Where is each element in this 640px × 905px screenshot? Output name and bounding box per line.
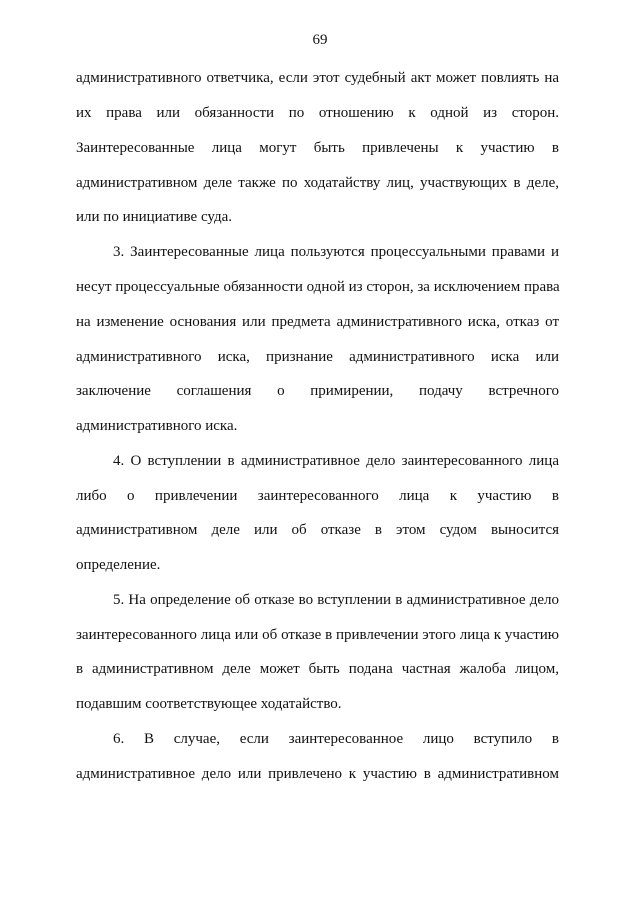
text-line: либо о привлечении заинтересованного лица к участию в — [76, 488, 559, 504]
text-line: заинтересованного лица или об отказе в привлечении этого лица к участию — [76, 627, 559, 643]
text-line: заключение соглашения о примирении, подачу встречного — [76, 383, 559, 399]
text-line: подавшим соответствующее ходатайство. — [76, 696, 342, 712]
text-line: административном деле также по ходатайству лиц, участвующих в деле, — [76, 175, 559, 191]
paragraph-6-first-line: 6. В случае, если заинтересованное лицо вступило в — [113, 731, 559, 747]
paragraph-3-first-line: 3. Заинтересованные лица пользуются процессуальными правами и — [113, 244, 559, 260]
text-line: административного иска, признание административного иска или — [76, 349, 559, 365]
text-line: административного ответчика, если этот судебный акт может повлиять на — [76, 70, 559, 86]
text-line: в административном деле может быть подана частная жалоба лицом, — [76, 661, 559, 677]
text-line: определение. — [76, 557, 161, 573]
paragraph-5-first-line: 5. На определение об отказе во вступлении в административное дело — [113, 592, 559, 608]
text-line: административного иска. — [76, 418, 238, 434]
page-number: 69 — [312, 32, 328, 48]
text-line: административное дело или привлечено к участию в административном — [76, 766, 559, 782]
text-line: или по инициативе суда. — [76, 209, 233, 225]
text-line: их права или обязанности по отношению к одной из сторон. — [76, 105, 559, 121]
text-line: несут процессуальные обязанности одной из сторон, за исключением права — [76, 279, 560, 295]
text-line: административном деле или об отказе в этом судом выносится — [76, 522, 559, 538]
paragraph-4-first-line: 4. О вступлении в административное дело заинтересованного лица — [113, 453, 559, 469]
text-line: Заинтересованные лица могут быть привлечены к участию в — [76, 140, 559, 156]
text-line: на изменение основания или предмета административного иска, отказ от — [76, 314, 559, 330]
